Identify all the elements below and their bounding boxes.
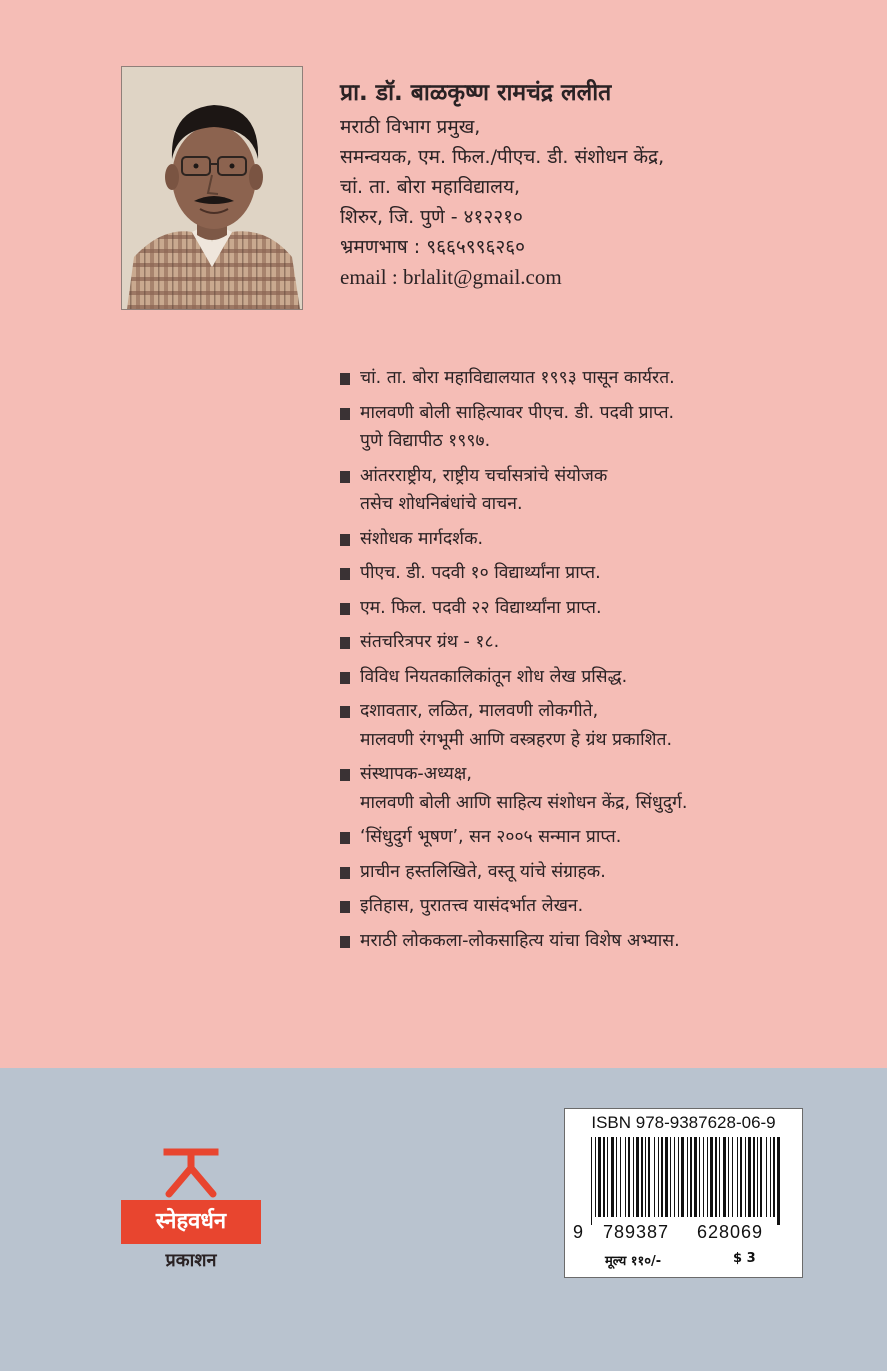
bullet-square-icon: [340, 867, 350, 879]
list-item: [340, 399, 860, 456]
publisher-subtitle: प्रकाशन: [165, 1250, 217, 1271]
isbn-barcode-box: [564, 1108, 803, 1278]
bullet-square-icon: [340, 672, 350, 684]
barcode-digit-group2: 628069: [697, 1222, 764, 1242]
achievement-list: [340, 364, 860, 961]
barcode-digit-group1: 789387: [603, 1222, 670, 1242]
bullet-square-icon: [340, 534, 350, 546]
list-item: [340, 594, 860, 623]
achievement-text: संतचरित्रपर ग्रंथ - १८.: [360, 632, 500, 652]
list-item: [340, 892, 860, 921]
list-item: [340, 462, 860, 519]
achievement-text: चां. ता. बोरा महाविद्यालयात १९९३ पासून कार्यरत.: [360, 368, 675, 388]
publisher-emblem-icon: [161, 1148, 221, 1198]
achievement-text: मालवणी बोली साहित्यावर पीएच. डी. पदवी प्राप्त. पुणे विद्यापीठ १९९७.: [360, 402, 675, 451]
list-item: [340, 760, 860, 817]
bullet-square-icon: [340, 471, 350, 483]
author-info: [340, 80, 860, 292]
author-photo: [121, 66, 303, 310]
achievement-text: मराठी लोककला-लोकसाहित्य यांचा विशेष अभ्यास.: [360, 930, 680, 951]
author-email: email : brlalit@gmail.com: [340, 265, 562, 289]
achievement-text: संस्थापक-अध्यक्ष, मालवणी बोली आणि साहित्य संशोधन केंद्र, सिंधुदुर्ग.: [360, 764, 688, 813]
list-item: [340, 663, 860, 692]
author-address: शिरुर, जि. पुणे - ४१२२१०: [340, 206, 523, 228]
achievement-text: विविध नियतकालिकांतून शोध लेख प्रसिद्ध.: [360, 666, 628, 687]
barcode-digit-first: 9: [573, 1222, 584, 1242]
publisher-name: स्नेहवर्धन: [121, 1200, 261, 1244]
list-item: [340, 823, 860, 852]
list-item: [340, 525, 860, 554]
list-item: [340, 927, 860, 956]
bullet-square-icon: [340, 706, 350, 718]
barcode-icon: [589, 1137, 781, 1225]
author-college: चां. ता. बोरा महाविद्यालय,: [340, 176, 521, 198]
achievement-text: ‘सिंधुदुर्ग भूषण’, सन २००५ सन्मान प्राप्त.: [360, 827, 622, 847]
achievement-text: एम. फिल. पदवी २२ विद्यार्थ्यांना प्राप्त.: [360, 597, 602, 618]
achievement-text: इतिहास, पुरातत्त्व यासंदर्भात लेखन.: [360, 896, 584, 916]
list-item: [340, 364, 860, 393]
publisher-logo: [117, 1148, 265, 1288]
bullet-square-icon: [340, 637, 350, 649]
achievement-text: आंतरराष्ट्रीय, राष्ट्रीय चर्चासत्रांचे संयोजक तसेच शोधनिबंधांचे वाचन.: [360, 465, 608, 514]
list-item: [340, 858, 860, 887]
bullet-square-icon: [340, 603, 350, 615]
bullet-square-icon: [340, 832, 350, 844]
bullet-square-icon: [340, 568, 350, 580]
author-coordinator: समन्वयक, एम. फिल./पीएच. डी. संशोधन केंद्र,: [340, 146, 665, 168]
achievement-text: संशोधक मार्गदर्शक.: [360, 528, 484, 549]
author-name: प्रा. डॉ. बाळकृष्ण रामचंद्र ललीत: [340, 80, 612, 106]
achievement-text: प्राचीन हस्तलिखिते, वस्तू यांचे संग्राहक.: [360, 861, 606, 882]
achievement-text: पीएच. डी. पदवी १० विद्यार्थ्यांना प्राप्त.: [360, 563, 601, 583]
list-item: [340, 628, 860, 657]
price-inr: मूल्य ११०/-: [605, 1254, 662, 1269]
author-designation: मराठी विभाग प्रमुख,: [340, 116, 481, 138]
achievement-text: दशावतार, लळित, मालवणी लोकगीते, मालवणी रंगभूमी आणि वस्त्रहरण हे ग्रंथ प्रकाशित.: [360, 701, 673, 750]
list-item: [340, 697, 860, 754]
bullet-square-icon: [340, 408, 350, 420]
price-usd: $ 3: [733, 1251, 756, 1266]
author-phone: भ्रमणभाष : ९६६५९९६२६०: [340, 236, 525, 258]
isbn-label: ISBN 978-9387628-06-9: [591, 1113, 776, 1132]
bullet-square-icon: [340, 936, 350, 948]
bullet-square-icon: [340, 769, 350, 781]
bullet-square-icon: [340, 373, 350, 385]
bullet-square-icon: [340, 901, 350, 913]
list-item: [340, 559, 860, 588]
